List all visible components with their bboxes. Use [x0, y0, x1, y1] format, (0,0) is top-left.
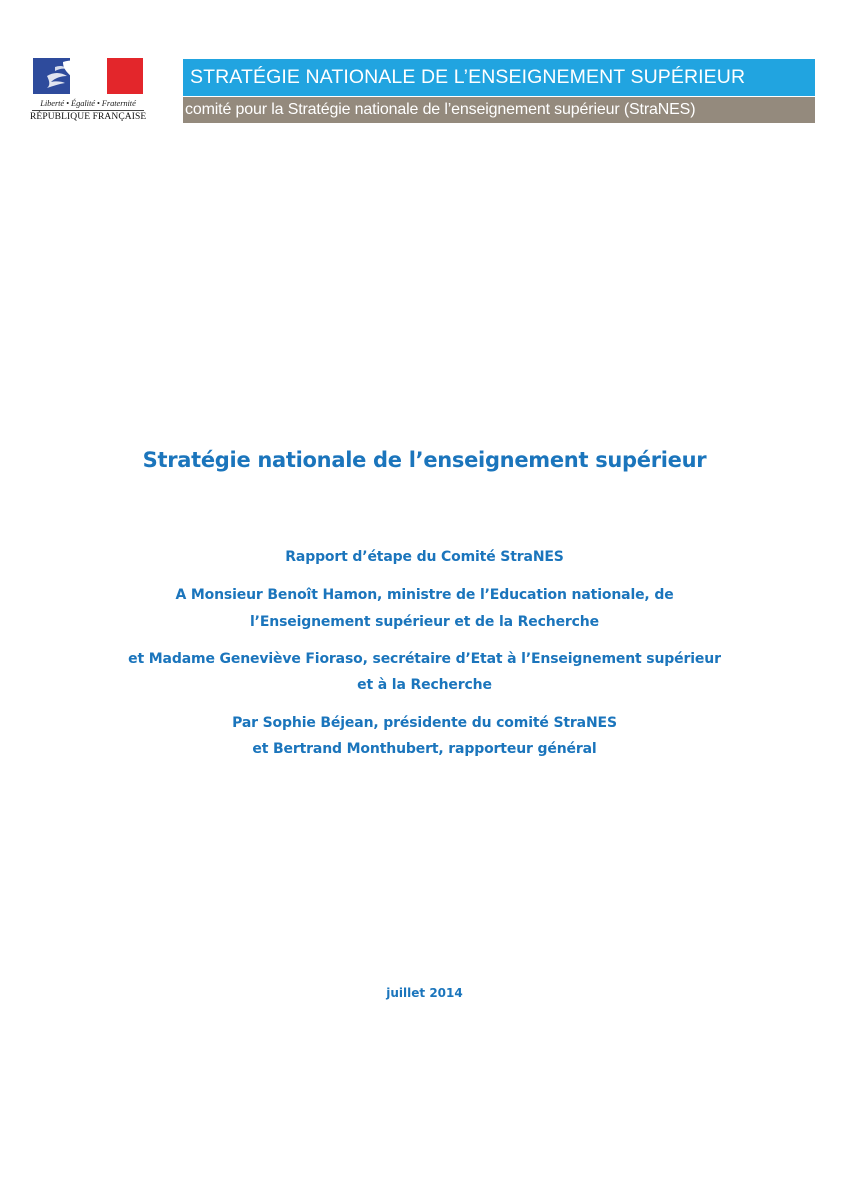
- report-line: Rapport d’étape du Comité StraNES: [285, 549, 564, 565]
- republique-francaise-label: RÉPUBLIQUE FRANÇAISE: [30, 112, 147, 122]
- recipient-1-line-1: A Monsieur Benoît Hamon, ministre de l’Education nationale, de: [175, 587, 674, 603]
- document-date: juillet 2014: [386, 986, 463, 1000]
- republic-motto: Liberté • Égalité • Fraternité: [40, 98, 136, 108]
- marianne-flag-icon: [33, 58, 143, 94]
- document-title: Stratégie nationale de l’enseignement supérieur: [142, 448, 707, 472]
- header-title-banner: STRATÉGIE NATIONALE DE L’ENSEIGNEMENT SUPÉRIEUR: [183, 59, 815, 96]
- republique-francaise-logo: [30, 58, 146, 126]
- author-line-2: et Bertrand Monthubert, rapporteur général: [252, 741, 597, 757]
- recipient-1-line-2: l’Enseignement supérieur et de la Recherche: [250, 614, 599, 630]
- logo-divider: [32, 110, 144, 111]
- recipient-2-line-1: et Madame Geneviève Fioraso, secrétaire d’Etat à l’Enseignement supérieur: [128, 651, 721, 667]
- header-subtitle-banner: comité pour la Stratégie nationale de l’enseignement supérieur (StraNES): [183, 97, 815, 123]
- recipient-2-line-2: et à la Recherche: [357, 677, 492, 693]
- author-line-1: Par Sophie Béjean, présidente du comité StraNES: [232, 715, 617, 731]
